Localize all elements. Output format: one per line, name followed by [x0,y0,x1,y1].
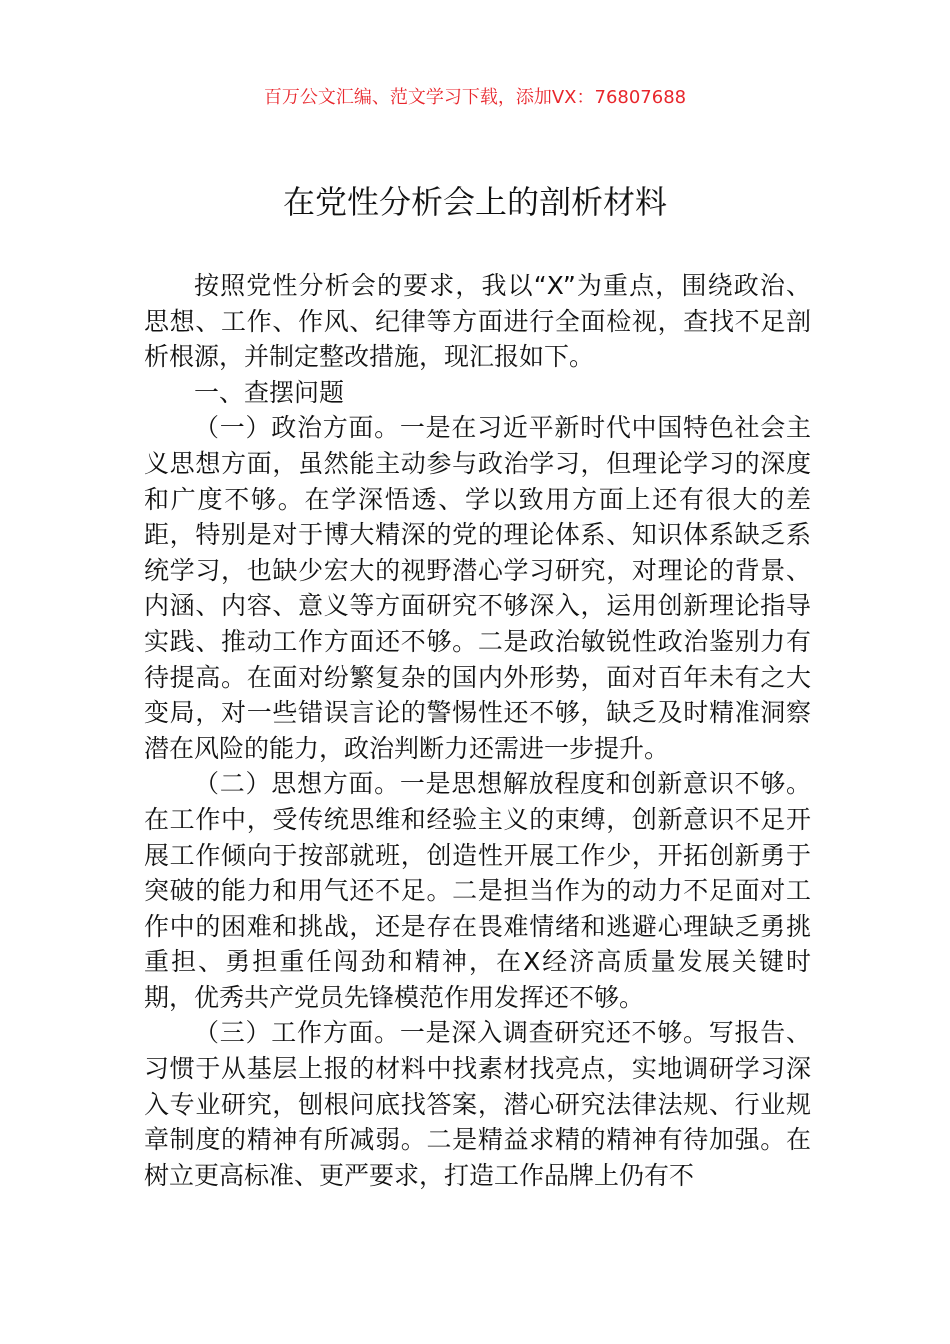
header-notice: 百万公文汇编、范文学习下载，添加VX：76807688 [263,87,687,108]
paragraph-thought: （二）思想方面。一是思想解放程度和创新意识不够。在工作中，受传统思维和经验主义的束缚，创新意识不足开展工作倾向于按部就班，创造性开展工作少，开拓创新勇于突破的能力和用气还不足。二是担当作为的动力不足面对工作中的困难和挑战，还是存在畏难情绪和逃避心理缺乏勇挑重担、勇担重任闯劲和精神，在X经济高质量发展关键时期，优秀共产党员先锋模范作用发挥还不够。 [144,769,811,1012]
paragraph-intro: 按照党性分析会的要求，我以“X”为重点，围绕政治、思想、工作、作风、纪律等方面进行全面检视，查找不足剖析根源，并制定整改措施，现汇报如下。 [144,271,811,372]
document-title: 在党性分析会上的剖析材料 [282,183,667,221]
section-heading: 一、查摆问题 [194,377,345,407]
paragraph-political: （一）政治方面。一是在习近平新时代中国特色社会主义思想方面，虽然能主动参与政治学习，但理论学习的深度和广度不够。在学深悟透、学以致用方面上还有很大的差距，特别是对于博大精深的党的理论体系、知识体系缺乏系统学习，也缺少宏大的视野潜心学习研究，对理论的背景、内涵、内容、意义等方面研究不够深入，运用创新理论指导实践、推动工作方面还不够。二是政治敏锐性政治鉴别力有待提高。在面对纷繁复杂的国内外形势，面对百年未有之大变局，对一些错误言论的警惕性还不够，缺乏及时精准洞察潜在风险的能力，政治判断力还需进一步提升。 [144,413,811,763]
document-body [144,268,811,1193]
paragraph-work: （三）工作方面。一是深入调查研究还不够。写报告、习惯于从基层上报的材料中找素材找亮点，实地调研学习深入专业研究，刨根问底找答案，潜心研究法律法规、行业规章制度的精神有所减弱。二是精益求精的精神有待加强。在树立更高标准、更严要求，打造工作品牌上仍有不 [144,1018,811,1190]
